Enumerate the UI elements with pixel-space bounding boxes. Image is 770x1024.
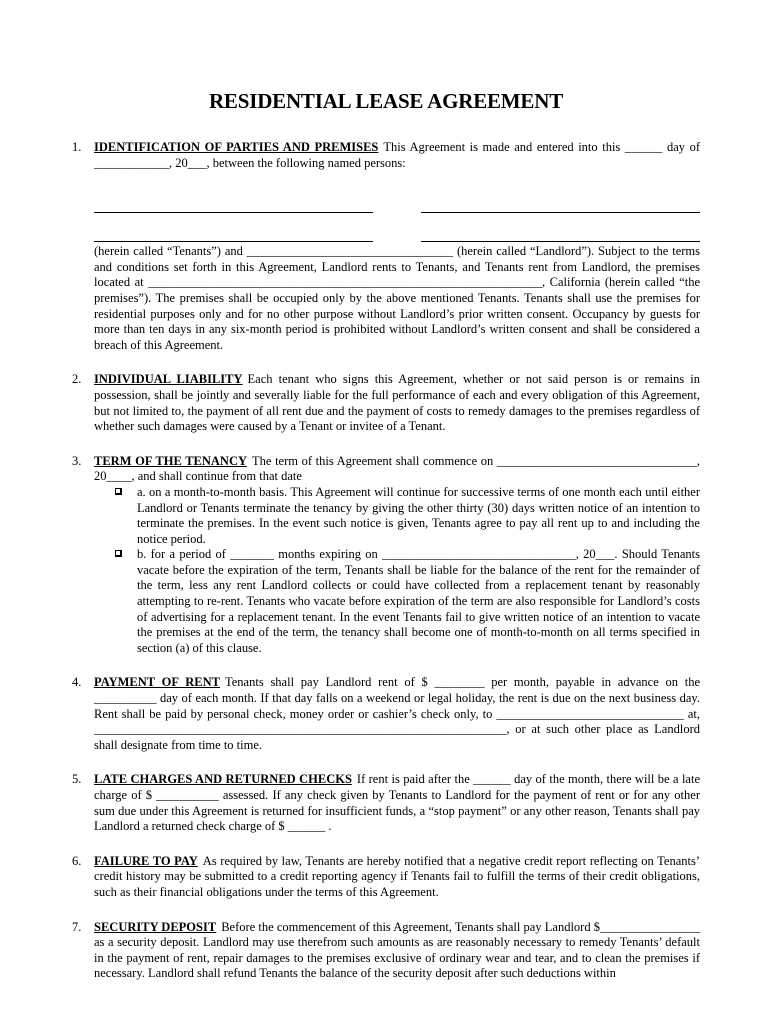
section-paragraph — [94, 854, 700, 901]
section-number: 1. — [72, 140, 82, 154]
section-number: 5. — [72, 772, 82, 787]
section-failure-to-pay — [72, 854, 700, 901]
tenant-name-line-2[interactable] — [421, 184, 700, 213]
section-individual-liability — [72, 372, 700, 434]
tenant-name-line-4[interactable] — [421, 213, 700, 242]
section-text: Tenants shall pay Landlord rent of $ ________ per month, payable in advance on the __________ day of each month. If that day falls on a weekend or legal holiday, the rent is due on the next business day. Rent shall be paid by personal check, money order or cashier’s check only, to ______________________________ at, __________________________________________________________________, or at such other place as Landlord shall designate from time to time. — [94, 675, 700, 752]
term-option-b — [115, 547, 700, 656]
section-paragraph — [94, 772, 700, 834]
party-name-lines — [94, 184, 700, 242]
section-security-deposit — [72, 920, 700, 982]
section-heading: INDIVIDUAL LIABILITY — [94, 372, 243, 387]
section-number: 3. — [72, 453, 82, 468]
section-number: 2. — [72, 372, 82, 387]
section-text: If rent is paid after the ______ day of the month, there will be a late charge of $ __________ assessed. If any check given by Tenants to Landlord for the payment of rent or for any other sum due under this Agreement is returned for insufficient funds, a “stop payment” or any other reason, Tenants shall pay Landlord a returned check charge of $ ______ . — [94, 772, 700, 834]
tenant-name-line-3[interactable] — [94, 213, 373, 242]
section-heading: SECURITY DEPOSIT — [94, 919, 217, 934]
section-text: As required by law, Tenants are hereby notified that a negative credit report reflecting on Tenants’ credit history may be submitted to a credit reporting agency if Tenants fail to fulfill the terms of their credit obligations, such as their financial obligations under the terms of this Agreement. — [94, 853, 701, 899]
checkbox-cell — [115, 485, 137, 547]
document-title: RESIDENTIAL LEASE AGREEMENT — [208, 89, 564, 113]
section-text: This Agreement is made and entered into this ______ day of ____________, 20___, between the following named persons: — [94, 140, 701, 170]
section-text: Each tenant who signs this Agreement, whether or not said person is or remains in possession, shall be jointly and severally liable for the full performance of each and every obligation of this Agreement, but not limited to, the payment of all rent due and the payment of costs to remedy damages to the premises regardless of whether such damages were caused by a Tenant or invitee of a Tenant. — [94, 372, 700, 434]
section-heading: PAYMENT OF RENT — [94, 675, 220, 690]
name-line-row — [94, 213, 700, 242]
section-paragraph — [94, 140, 700, 171]
section-paragraph — [94, 675, 700, 753]
section-paragraph — [94, 454, 700, 485]
term-option-a — [115, 485, 700, 547]
section-payment-of-rent — [72, 675, 700, 753]
section-paragraph — [94, 920, 700, 982]
checkbox-icon[interactable] — [115, 488, 122, 495]
checkbox-icon[interactable] — [115, 550, 122, 557]
section-number: 6. — [72, 853, 82, 868]
section-number: 7. — [72, 919, 82, 934]
section-heading: TERM OF THE TENANCY — [94, 453, 248, 468]
section-heading: LATE CHARGES AND RETURNED CHECKS — [94, 772, 352, 787]
section-paragraph — [94, 372, 700, 434]
term-option-b-text: b. for a period of _______ months expiring on _______________________________, 20___. Should Tenants vacate before the expiration of the term, Tenants shall be liable for the balance of the rent for the remainder of the term, less any rent Landlord collects or could have collected from a replacement tenant by reasonably attempting to re-rent. Tenants who vacate before expiration of the term are also responsible for Landlord’s costs of advertising for a replacement tenant. In the event Tenants fail to give written notice of an intention to vacate the premises at the end of the term, the tenancy shall become one of month-to-month on all terms specified in section (a) of this clause. — [137, 547, 700, 655]
section-heading: IDENTIFICATION OF PARTIES AND PREMISES — [94, 140, 379, 154]
section-term-of-tenancy — [72, 454, 700, 657]
section-late-charges — [72, 772, 700, 834]
section-number: 4. — [72, 675, 82, 690]
tenant-name-line-1[interactable] — [94, 184, 373, 213]
checkbox-cell — [115, 547, 137, 656]
section-identification — [72, 140, 700, 353]
section-heading: FAILURE TO PAY — [94, 853, 198, 868]
term-option-a-text: a. on a month-to-month basis. This Agreement will continue for successive terms of one month each until either Landlord or Tenants terminate the tenancy by giving the other thirty (30) days written notice of an intention to terminate the premises. In the event such notice is given, Tenants agree to pay all rent up to and including the notice period. — [137, 484, 700, 546]
section-text: The term of this Agreement shall commence on ________________________________, 20____, and shall continue from that date — [94, 453, 700, 484]
name-line-row — [94, 184, 700, 213]
section-text: (herein called “Tenants”) and _________________________________ (herein called “Landlord”). Subject to the terms and conditions set forth in this Agreement, Landlord rents to Tenants, and Tenants rent from Landlord, the premises located at _______________________________________________________________, California (herein called “the premises”). The premises shall be occupied only by the above mentioned Tenants. Tenants shall use the premises for residential purposes only and for no other purpose without Landlord’s prior written consent. Occupancy by guests for more than ten days in any six-month period is prohibited without Landlord’s written consent and shall be considered a breach of this Agreement. — [94, 244, 700, 352]
section-text: Before the commencement of this Agreement, Tenants shall pay Landlord $________________ as a security deposit. Landlord may use therefrom such amounts as are reasonably necessary to remedy Tenants’ default in the payment of rent, repair damages to the premises exclusive of ordinary wear and tear, and to clean the premises if necessary. Landlord shall refund Tenants the balance of the security deposit after such deductions within — [94, 919, 701, 981]
